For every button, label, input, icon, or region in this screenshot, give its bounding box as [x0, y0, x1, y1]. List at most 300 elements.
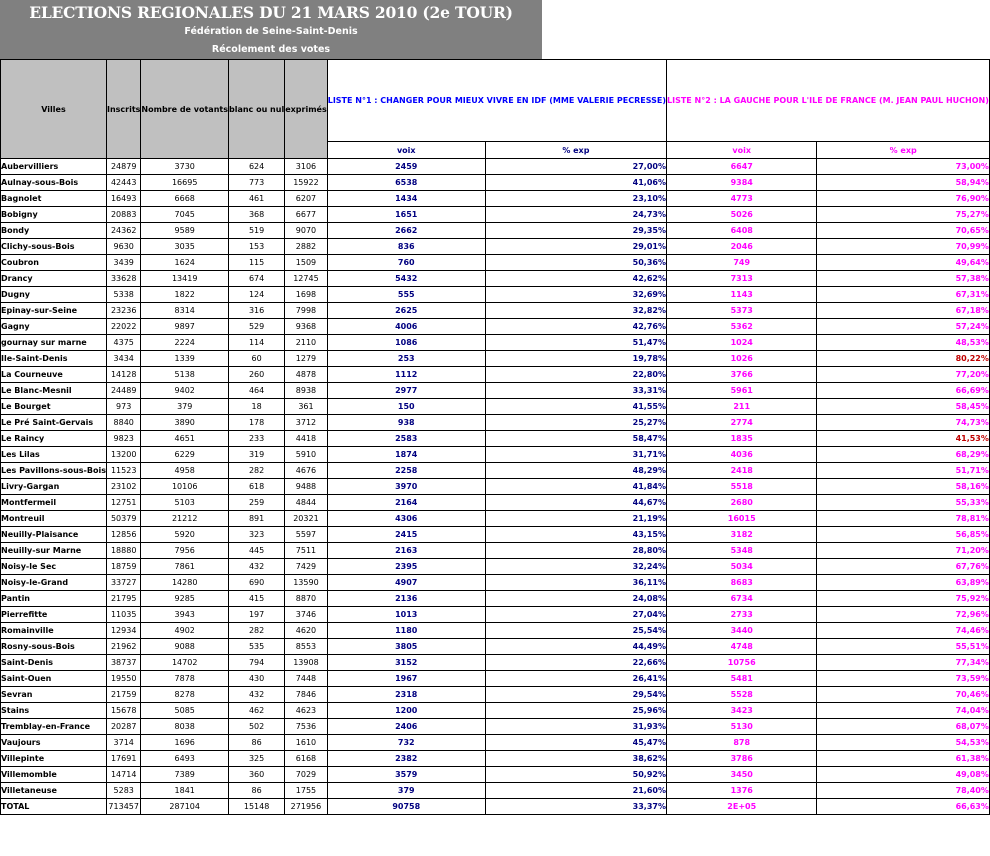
cell-exprimes: 3746 [285, 607, 328, 623]
cell-votants: 13419 [141, 271, 229, 287]
cell-votants: 9589 [141, 223, 229, 239]
cell-inscrits: 9823 [106, 431, 140, 447]
cell-liste2-voix: 749 [667, 255, 817, 271]
cell-ville: Montfermeil [1, 495, 107, 511]
cell-liste1-pct: 44,49% [485, 639, 666, 655]
cell-liste2-voix: 5373 [667, 303, 817, 319]
total-cell-liste2-pct: 66,63% [817, 799, 989, 815]
cell-ville: Noisy-le-Grand [1, 575, 107, 591]
cell-liste1-pct: 45,47% [485, 735, 666, 751]
cell-liste1-pct: 58,47% [485, 431, 666, 447]
cell-liste1-voix: 2406 [327, 719, 485, 735]
cell-blanc: 794 [228, 655, 284, 671]
cell-liste2-pct: 77,20% [817, 367, 989, 383]
cell-liste1-pct: 27,04% [485, 607, 666, 623]
cell-ville: Le Blanc-Mesnil [1, 383, 107, 399]
cell-liste1-voix: 2382 [327, 751, 485, 767]
cell-exprimes: 4620 [285, 623, 328, 639]
cell-exprimes: 9488 [285, 479, 328, 495]
cell-ville: Dugny [1, 287, 107, 303]
cell-liste1-voix: 760 [327, 255, 485, 271]
cell-ville: Pierrefitte [1, 607, 107, 623]
cell-inscrits: 22022 [106, 319, 140, 335]
cell-liste1-pct: 44,67% [485, 495, 666, 511]
cell-liste1-voix: 4006 [327, 319, 485, 335]
cell-liste1-pct: 48,29% [485, 463, 666, 479]
cell-blanc: 674 [228, 271, 284, 287]
cell-liste1-voix: 4306 [327, 511, 485, 527]
cell-liste2-pct: 78,40% [817, 783, 989, 799]
cell-votants: 5085 [141, 703, 229, 719]
table-row [1, 335, 990, 351]
cell-liste1-pct: 41,84% [485, 479, 666, 495]
table-row [1, 431, 990, 447]
table-row [1, 239, 990, 255]
cell-liste2-voix: 5034 [667, 559, 817, 575]
cell-liste2-pct: 75,92% [817, 591, 989, 607]
cell-liste2-pct: 75,27% [817, 207, 989, 223]
cell-liste2-voix: 3450 [667, 767, 817, 783]
cell-liste2-voix: 4773 [667, 191, 817, 207]
cell-exprimes: 1610 [285, 735, 328, 751]
cell-votants: 7878 [141, 671, 229, 687]
cell-liste2-voix: 3182 [667, 527, 817, 543]
cell-blanc: 323 [228, 527, 284, 543]
cell-inscrits: 5338 [106, 287, 140, 303]
cell-votants: 9402 [141, 383, 229, 399]
cell-exprimes: 5910 [285, 447, 328, 463]
cell-votants: 5138 [141, 367, 229, 383]
cell-votants: 7045 [141, 207, 229, 223]
cell-liste2-voix: 8683 [667, 575, 817, 591]
cell-liste2-pct: 74,46% [817, 623, 989, 639]
cell-liste2-voix: 211 [667, 399, 817, 415]
cell-inscrits: 17691 [106, 751, 140, 767]
cell-blanc: 114 [228, 335, 284, 351]
cell-inscrits: 42443 [106, 175, 140, 191]
cell-votants: 8278 [141, 687, 229, 703]
cell-votants: 1624 [141, 255, 229, 271]
table-row [1, 735, 990, 751]
cell-ville: Gagny [1, 319, 107, 335]
cell-ville: Le Pré Saint-Gervais [1, 415, 107, 431]
cell-liste2-pct: 58,94% [817, 175, 989, 191]
cell-ville: Rosny-sous-Bois [1, 639, 107, 655]
cell-liste2-pct: 57,24% [817, 319, 989, 335]
cell-liste1-pct: 41,06% [485, 175, 666, 191]
cell-inscrits: 20883 [106, 207, 140, 223]
cell-exprimes: 7029 [285, 767, 328, 783]
cell-blanc: 115 [228, 255, 284, 271]
cell-liste2-pct: 77,34% [817, 655, 989, 671]
cell-ville: Les Lilas [1, 447, 107, 463]
cell-liste2-pct: 57,38% [817, 271, 989, 287]
cell-ville: Montreuil [1, 511, 107, 527]
cell-liste1-voix: 1651 [327, 207, 485, 223]
table-row [1, 639, 990, 655]
cell-exprimes: 7536 [285, 719, 328, 735]
header-liste1-voix: voix [327, 142, 485, 159]
cell-exprimes: 9070 [285, 223, 328, 239]
cell-liste2-pct: 67,18% [817, 303, 989, 319]
cell-liste2-pct: 70,65% [817, 223, 989, 239]
cell-inscrits: 15678 [106, 703, 140, 719]
cell-liste2-voix: 16015 [667, 511, 817, 527]
cell-inscrits: 13200 [106, 447, 140, 463]
cell-exprimes: 361 [285, 399, 328, 415]
cell-exprimes: 7448 [285, 671, 328, 687]
cell-liste1-voix: 150 [327, 399, 485, 415]
table-row [1, 591, 990, 607]
cell-ville: Villetaneuse [1, 783, 107, 799]
cell-inscrits: 12856 [106, 527, 140, 543]
cell-liste2-pct: 56,85% [817, 527, 989, 543]
cell-liste1-pct: 22,66% [485, 655, 666, 671]
table-row [1, 255, 990, 271]
cell-ville: Sevran [1, 687, 107, 703]
table-row [1, 751, 990, 767]
cell-inscrits: 21759 [106, 687, 140, 703]
cell-liste2-voix: 5130 [667, 719, 817, 735]
cell-liste2-pct: 68,29% [817, 447, 989, 463]
cell-inscrits: 21962 [106, 639, 140, 655]
cell-ville: Villemomble [1, 767, 107, 783]
cell-votants: 14702 [141, 655, 229, 671]
cell-ville: Vaujours [1, 735, 107, 751]
total-cell-liste2-voix: 2E+05 [667, 799, 817, 815]
cell-blanc: 519 [228, 223, 284, 239]
cell-liste2-voix: 5961 [667, 383, 817, 399]
cell-ville: Bondy [1, 223, 107, 239]
cell-blanc: 432 [228, 559, 284, 575]
cell-exprimes: 6677 [285, 207, 328, 223]
cell-liste1-voix: 2163 [327, 543, 485, 559]
header-liste1: LISTE N°1 : CHANGER POUR MIEUX VIVRE EN IDF (MME VALERIE PECRESSE) [327, 60, 666, 142]
cell-ville: Bagnolet [1, 191, 107, 207]
cell-votants: 8314 [141, 303, 229, 319]
cell-inscrits: 33727 [106, 575, 140, 591]
cell-exprimes: 3712 [285, 415, 328, 431]
cell-liste2-pct: 63,89% [817, 575, 989, 591]
cell-votants: 1841 [141, 783, 229, 799]
cell-liste2-voix: 6647 [667, 159, 817, 175]
table-row [1, 207, 990, 223]
cell-votants: 3890 [141, 415, 229, 431]
cell-liste2-voix: 5528 [667, 687, 817, 703]
cell-exprimes: 1509 [285, 255, 328, 271]
cell-exprimes: 4418 [285, 431, 328, 447]
cell-blanc: 773 [228, 175, 284, 191]
cell-liste2-pct: 74,04% [817, 703, 989, 719]
cell-ville: Epinay-sur-Seine [1, 303, 107, 319]
sheet-subtitle-recolement: Récolement des votes [0, 40, 542, 59]
cell-ville: Drancy [1, 271, 107, 287]
cell-blanc: 462 [228, 703, 284, 719]
cell-liste1-pct: 41,55% [485, 399, 666, 415]
cell-ville: Les Pavillons-sous-Bois [1, 463, 107, 479]
cell-blanc: 282 [228, 463, 284, 479]
table-row [1, 623, 990, 639]
cell-liste2-voix: 4748 [667, 639, 817, 655]
cell-liste1-pct: 29,01% [485, 239, 666, 255]
cell-inscrits: 33628 [106, 271, 140, 287]
cell-liste1-pct: 50,36% [485, 255, 666, 271]
cell-liste2-voix: 3766 [667, 367, 817, 383]
cell-ville: Le Raincy [1, 431, 107, 447]
table-row [1, 223, 990, 239]
cell-votants: 6229 [141, 447, 229, 463]
total-cell-liste1-pct: 33,37% [485, 799, 666, 815]
cell-blanc: 464 [228, 383, 284, 399]
table-row [1, 527, 990, 543]
cell-exprimes: 12745 [285, 271, 328, 287]
cell-blanc: 415 [228, 591, 284, 607]
cell-inscrits: 24362 [106, 223, 140, 239]
cell-liste1-pct: 29,54% [485, 687, 666, 703]
cell-ville: Aulnay-sous-Bois [1, 175, 107, 191]
cell-blanc: 432 [228, 687, 284, 703]
cell-liste1-voix: 2395 [327, 559, 485, 575]
cell-liste2-pct: 70,46% [817, 687, 989, 703]
cell-blanc: 360 [228, 767, 284, 783]
cell-blanc: 316 [228, 303, 284, 319]
table-row [1, 367, 990, 383]
cell-inscrits: 24879 [106, 159, 140, 175]
cell-liste2-voix: 5362 [667, 319, 817, 335]
cell-liste2-pct: 68,07% [817, 719, 989, 735]
cell-liste1-voix: 2318 [327, 687, 485, 703]
cell-votants: 9088 [141, 639, 229, 655]
cell-liste2-pct: 71,20% [817, 543, 989, 559]
cell-liste1-voix: 3152 [327, 655, 485, 671]
cell-ville: Saint-Ouen [1, 671, 107, 687]
cell-inscrits: 973 [106, 399, 140, 415]
cell-blanc: 891 [228, 511, 284, 527]
cell-liste2-voix: 1835 [667, 431, 817, 447]
table-row [1, 511, 990, 527]
table-row [1, 319, 990, 335]
header-exprimes: exprimés [285, 60, 328, 159]
cell-blanc: 430 [228, 671, 284, 687]
cell-liste1-voix: 1967 [327, 671, 485, 687]
total-row [1, 799, 990, 815]
cell-inscrits: 9630 [106, 239, 140, 255]
cell-votants: 7956 [141, 543, 229, 559]
cell-blanc: 690 [228, 575, 284, 591]
cell-inscrits: 20287 [106, 719, 140, 735]
cell-inscrits: 16493 [106, 191, 140, 207]
cell-liste1-pct: 32,24% [485, 559, 666, 575]
cell-liste1-pct: 25,54% [485, 623, 666, 639]
total-cell-blanc: 15148 [228, 799, 284, 815]
cell-liste1-pct: 26,41% [485, 671, 666, 687]
header-blanc: blanc ou nul [228, 60, 284, 159]
cell-liste2-voix: 4036 [667, 447, 817, 463]
header-liste2-voix: voix [667, 142, 817, 159]
table-row [1, 607, 990, 623]
cell-ville: Aubervilliers [1, 159, 107, 175]
cell-votants: 5920 [141, 527, 229, 543]
cell-liste2-voix: 5026 [667, 207, 817, 223]
cell-exprimes: 7511 [285, 543, 328, 559]
cell-exprimes: 7429 [285, 559, 328, 575]
cell-liste2-voix: 2046 [667, 239, 817, 255]
cell-exprimes: 5597 [285, 527, 328, 543]
cell-blanc: 233 [228, 431, 284, 447]
table-row [1, 703, 990, 719]
cell-inscrits: 11035 [106, 607, 140, 623]
cell-liste2-pct: 49,08% [817, 767, 989, 783]
cell-ville: Bobigny [1, 207, 107, 223]
sheet-title: ELECTIONS REGIONALES DU 21 MARS 2010 (2e TOUR) [0, 0, 542, 25]
table-row [1, 271, 990, 287]
cell-liste1-pct: 32,69% [485, 287, 666, 303]
table-row [1, 159, 990, 175]
cell-liste2-pct: 41,53% [817, 431, 989, 447]
table-row [1, 175, 990, 191]
cell-liste2-voix: 6408 [667, 223, 817, 239]
cell-liste2-pct: 72,96% [817, 607, 989, 623]
cell-votants: 2224 [141, 335, 229, 351]
cell-liste2-voix: 7313 [667, 271, 817, 287]
cell-liste2-pct: 73,59% [817, 671, 989, 687]
cell-liste1-voix: 1112 [327, 367, 485, 383]
cell-liste1-voix: 1434 [327, 191, 485, 207]
cell-liste2-pct: 73,00% [817, 159, 989, 175]
cell-liste2-pct: 49,64% [817, 255, 989, 271]
cell-votants: 16695 [141, 175, 229, 191]
cell-exprimes: 13908 [285, 655, 328, 671]
cell-exprimes: 15922 [285, 175, 328, 191]
cell-liste2-pct: 61,38% [817, 751, 989, 767]
cell-blanc: 86 [228, 735, 284, 751]
cell-blanc: 461 [228, 191, 284, 207]
cell-liste2-voix: 2733 [667, 607, 817, 623]
cell-blanc: 197 [228, 607, 284, 623]
cell-votants: 4902 [141, 623, 229, 639]
cell-liste2-pct: 55,33% [817, 495, 989, 511]
table-row [1, 719, 990, 735]
cell-exprimes: 4676 [285, 463, 328, 479]
cell-liste2-voix: 1376 [667, 783, 817, 799]
cell-exprimes: 8553 [285, 639, 328, 655]
cell-liste2-voix: 9384 [667, 175, 817, 191]
cell-ville: Stains [1, 703, 107, 719]
cell-inscrits: 14714 [106, 767, 140, 783]
cell-liste1-pct: 25,27% [485, 415, 666, 431]
cell-liste1-voix: 2583 [327, 431, 485, 447]
cell-liste2-pct: 48,53% [817, 335, 989, 351]
cell-liste1-pct: 21,60% [485, 783, 666, 799]
table-row [1, 287, 990, 303]
cell-liste1-voix: 379 [327, 783, 485, 799]
cell-inscrits: 3714 [106, 735, 140, 751]
cell-inscrits: 23102 [106, 479, 140, 495]
cell-inscrits: 12934 [106, 623, 140, 639]
cell-votants: 6493 [141, 751, 229, 767]
cell-liste1-pct: 22,80% [485, 367, 666, 383]
cell-votants: 4958 [141, 463, 229, 479]
cell-blanc: 368 [228, 207, 284, 223]
cell-liste1-voix: 2164 [327, 495, 485, 511]
cell-liste2-voix: 2774 [667, 415, 817, 431]
cell-liste2-voix: 1024 [667, 335, 817, 351]
cell-ville: Neuilly-Plaisance [1, 527, 107, 543]
cell-liste1-pct: 24,08% [485, 591, 666, 607]
cell-liste2-pct: 74,73% [817, 415, 989, 431]
cell-ville: Livry-Gargan [1, 479, 107, 495]
cell-liste1-pct: 29,35% [485, 223, 666, 239]
cell-liste1-voix: 3579 [327, 767, 485, 783]
cell-exprimes: 4878 [285, 367, 328, 383]
cell-liste2-voix: 5518 [667, 479, 817, 495]
cell-liste2-pct: 67,31% [817, 287, 989, 303]
cell-liste1-pct: 28,80% [485, 543, 666, 559]
cell-exprimes: 2882 [285, 239, 328, 255]
cell-exprimes: 6168 [285, 751, 328, 767]
total-cell-liste1-voix: 90758 [327, 799, 485, 815]
cell-votants: 6668 [141, 191, 229, 207]
table-row [1, 783, 990, 799]
cell-liste2-voix: 3440 [667, 623, 817, 639]
cell-inscrits: 21795 [106, 591, 140, 607]
cell-votants: 14280 [141, 575, 229, 591]
cell-liste1-voix: 2625 [327, 303, 485, 319]
table-row [1, 479, 990, 495]
cell-inscrits: 4375 [106, 335, 140, 351]
cell-inscrits: 18880 [106, 543, 140, 559]
cell-votants: 10106 [141, 479, 229, 495]
cell-ville: Pantin [1, 591, 107, 607]
cell-exprimes: 4623 [285, 703, 328, 719]
cell-votants: 1696 [141, 735, 229, 751]
cell-ville: Ile-Saint-Denis [1, 351, 107, 367]
cell-blanc: 502 [228, 719, 284, 735]
cell-liste2-voix: 2680 [667, 495, 817, 511]
cell-liste1-voix: 1086 [327, 335, 485, 351]
cell-votants: 7389 [141, 767, 229, 783]
cell-blanc: 618 [228, 479, 284, 495]
cell-ville: Clichy-sous-Bois [1, 239, 107, 255]
cell-exprimes: 20321 [285, 511, 328, 527]
cell-liste1-pct: 42,76% [485, 319, 666, 335]
cell-liste1-voix: 3805 [327, 639, 485, 655]
cell-blanc: 259 [228, 495, 284, 511]
cell-inscrits: 18759 [106, 559, 140, 575]
cell-liste1-pct: 23,10% [485, 191, 666, 207]
table-row [1, 767, 990, 783]
cell-liste2-pct: 51,71% [817, 463, 989, 479]
cell-inscrits: 50379 [106, 511, 140, 527]
table-row [1, 575, 990, 591]
cell-ville: Romainville [1, 623, 107, 639]
sheet-subtitle-federation: Fédération de Seine-Saint-Denis [0, 25, 542, 40]
cell-blanc: 153 [228, 239, 284, 255]
cell-liste2-pct: 66,69% [817, 383, 989, 399]
table-row [1, 415, 990, 431]
cell-liste2-voix: 10756 [667, 655, 817, 671]
cell-votants: 4651 [141, 431, 229, 447]
cell-liste1-voix: 2459 [327, 159, 485, 175]
cell-liste1-pct: 51,47% [485, 335, 666, 351]
cell-liste2-voix: 878 [667, 735, 817, 751]
cell-liste2-voix: 5481 [667, 671, 817, 687]
cell-exprimes: 9368 [285, 319, 328, 335]
cell-liste2-pct: 58,16% [817, 479, 989, 495]
cell-liste1-pct: 36,11% [485, 575, 666, 591]
cell-liste1-pct: 21,19% [485, 511, 666, 527]
cell-liste1-pct: 32,82% [485, 303, 666, 319]
